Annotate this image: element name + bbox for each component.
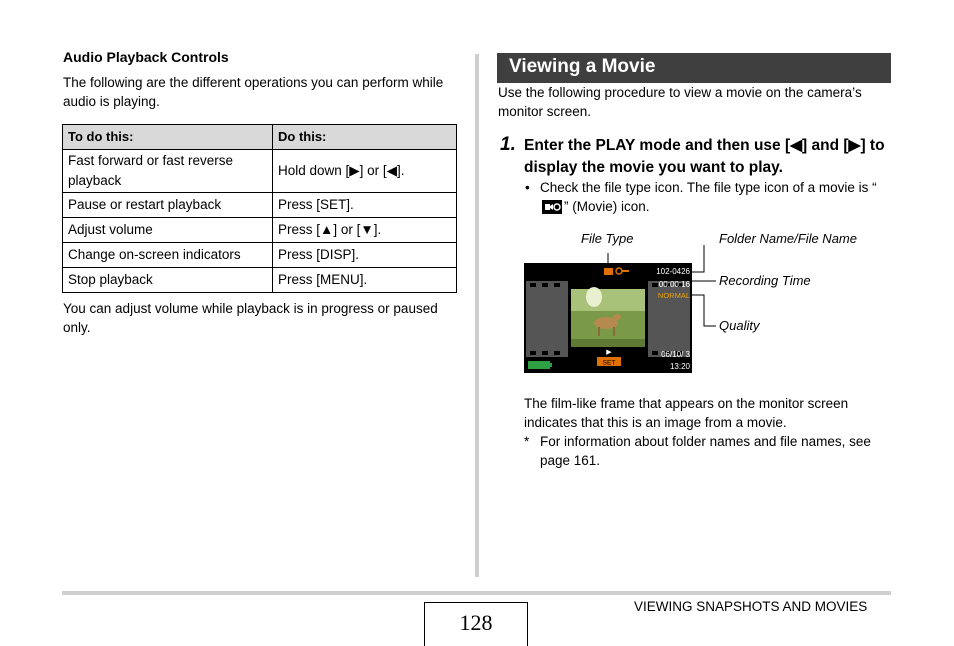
label-folder-file-name: Folder Name/File Name (719, 231, 857, 246)
section-title: Viewing a Movie (509, 56, 656, 77)
footer-divider (62, 591, 891, 595)
lcd-quality: NORMAL (657, 291, 690, 300)
lcd-folder-file: 102-0426 (656, 267, 690, 276)
bullet-text-after: ” (Movie) icon. (564, 199, 650, 214)
lcd-play-icon: ▶ (606, 349, 612, 356)
note-mark: * (524, 434, 530, 449)
table-header-row (63, 125, 457, 150)
audio-operations-table (62, 124, 457, 293)
table-cell: Hold down [▶] or [◀]. (273, 150, 457, 193)
audio-controls-intro: The following are the different operations you can perform while audio is playing. (63, 75, 444, 109)
table-cell: Adjust volume (63, 218, 273, 243)
volume-note: You can adjust volume while playback is in progress or paused only. (63, 301, 438, 335)
page-number: 128 (459, 610, 493, 635)
table-cell: Press [MENU]. (273, 268, 457, 293)
camera-monitor-illustration (524, 263, 692, 373)
bullet-icon: • (525, 180, 530, 195)
table-header-cell: Do this: (273, 125, 457, 150)
step-number: 1. (500, 134, 516, 155)
label-quality: Quality (719, 318, 760, 333)
column-divider (475, 54, 479, 577)
table-cell: Change on-screen indicators (63, 243, 273, 268)
bullet-text (540, 178, 890, 219)
table-row (63, 268, 457, 293)
table-cell: Press [▲] or [▼]. (273, 218, 457, 243)
label-recording-time: Recording Time (719, 273, 811, 288)
table-cell: Press [DISP]. (273, 243, 457, 268)
lcd-recording-time: 00:00:16 (658, 280, 690, 289)
movie-intro: Use the following procedure to view a movie on the camera’s monitor screen. (498, 85, 862, 119)
section-heading-audio-controls: Audio Playback Controls (63, 49, 229, 65)
label-file-type: File Type (581, 231, 634, 246)
table-cell: Press [SET]. (273, 193, 457, 218)
footer-section-name: VIEWING SNAPSHOTS AND MOVIES (634, 599, 868, 614)
bullet-text-before: Check the file type icon. The file type icon of a movie is “ (540, 180, 877, 195)
movie-file-type-icon (542, 200, 562, 219)
table-row (63, 150, 457, 193)
table-header-cell: To do this: (63, 125, 273, 150)
folder-names-note: For information about folder names and file names, see page 161. (540, 434, 871, 468)
table-row (63, 243, 457, 268)
table-row (63, 218, 457, 243)
table-cell: Stop playback (63, 268, 273, 293)
step-instruction: Enter the PLAY mode and then use [◀] and [▶] to display the movie you want to play. (524, 137, 885, 176)
lcd-time: 13:20 (669, 362, 690, 371)
figure-caption: The film-like frame that appears on the monitor screen indicates that this is an image from a movie. (524, 396, 849, 430)
table-cell: Fast forward or fast reverse playback (63, 150, 273, 193)
lcd-set-text: SET (602, 359, 616, 367)
table-row (63, 193, 457, 218)
lcd-date: 06/10/ 3 (661, 350, 690, 359)
section-title-bar (497, 53, 891, 83)
page-number-box (424, 602, 528, 646)
table-cell: Pause or restart playback (63, 193, 273, 218)
